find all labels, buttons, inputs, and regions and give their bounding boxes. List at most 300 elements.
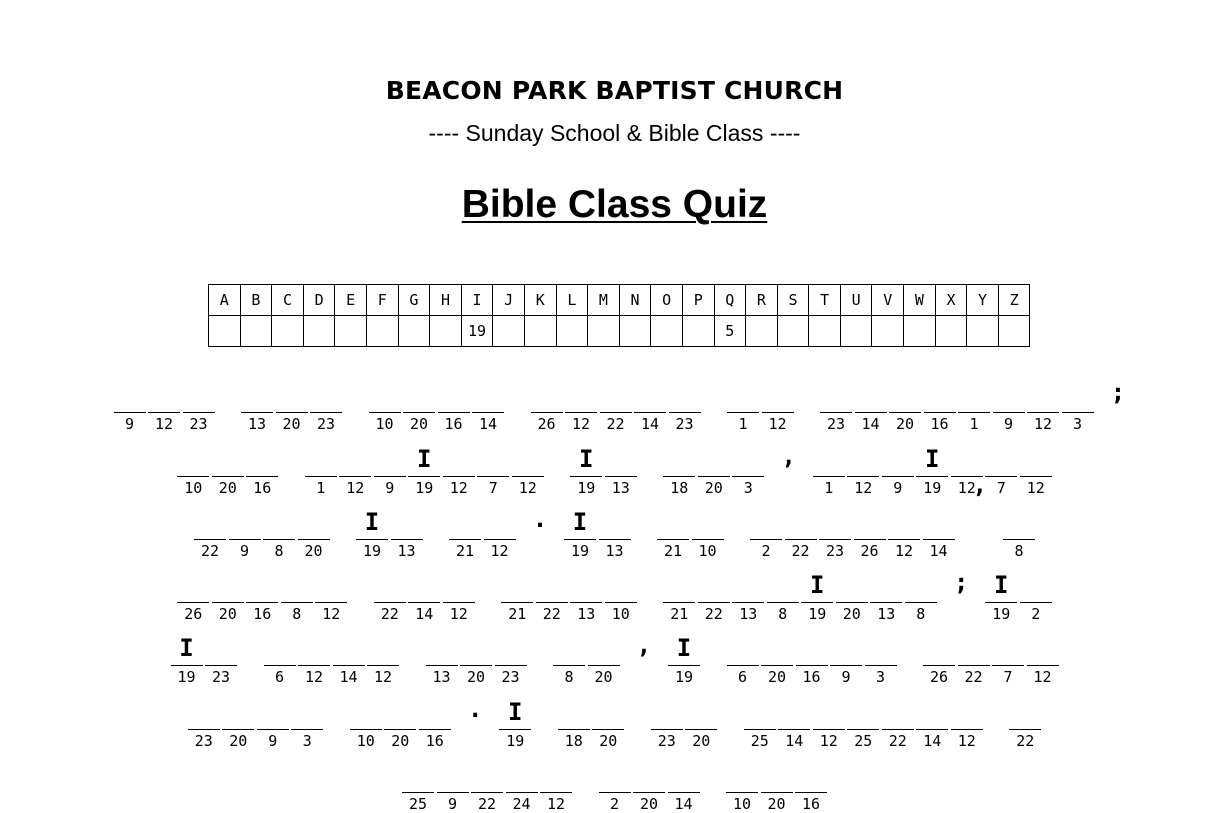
letter-blank[interactable] [732,568,764,603]
letter-blank[interactable] [698,442,730,477]
letter-cell [800,568,835,622]
key-number-b[interactable] [240,316,272,347]
letter-blank[interactable] [795,758,827,793]
letter-cell [564,378,599,432]
letter-cell [846,695,881,749]
puzzle-word [667,631,702,685]
letter-blank[interactable] [305,442,337,477]
cipher-number: 10 [732,795,752,813]
letter-cell [863,631,898,685]
letter-cell [511,442,546,496]
letter-blank[interactable] [471,758,503,793]
letter-blank[interactable] [847,442,879,477]
letter-blank[interactable] [257,695,289,730]
key-numbers-row [209,316,1030,347]
letter-blank[interactable] [1020,442,1052,477]
letter-blank[interactable] [605,442,637,477]
letter-cell [211,568,246,622]
letter-blank[interactable] [663,442,695,477]
letter-blank[interactable] [540,758,572,793]
letter-blank[interactable]: I [668,631,700,666]
key-number-s[interactable] [777,316,809,347]
key-letter-k: K [524,285,556,316]
key-number-l[interactable] [556,316,588,347]
key-letter-g: G [398,285,430,316]
letter-cell [846,442,881,496]
cipher-number: 16 [930,415,949,433]
cipher-number: 14 [923,732,942,750]
letter-blank[interactable] [923,631,955,666]
letter-blank[interactable] [553,631,585,666]
letter-blank[interactable] [460,631,492,666]
letter-blank[interactable] [668,758,700,793]
puzzle-word [922,631,1060,685]
letter-cell [402,378,437,432]
letter-blank[interactable] [298,505,330,540]
letter-blank[interactable] [744,695,776,730]
key-letter-w: W [904,285,936,316]
letter-blank[interactable] [443,568,475,603]
letter-cell [915,442,950,496]
cipher-key-table [208,284,1030,347]
letter-blank[interactable] [819,505,851,540]
puzzle-word [662,568,938,622]
cipher-number: 20 [767,795,786,813]
letter-blank[interactable] [1003,505,1035,540]
letter-cell [112,378,147,432]
cipher-number: 20 [409,415,429,433]
cipher-number: 20 [895,415,915,433]
letter-cell [349,695,384,749]
letter-blank[interactable] [333,631,365,666]
letter-blank[interactable] [651,695,683,730]
letter-blank[interactable] [669,378,701,413]
letter-blank[interactable]: I [801,568,833,603]
letter-cell [221,695,256,749]
letter-blank[interactable] [403,378,435,413]
letter-blank[interactable] [449,505,481,540]
letter-blank[interactable] [958,378,990,413]
cipher-number: 12 [449,605,468,623]
letter-cell [794,758,829,812]
letter-cell [731,568,766,622]
letter-blank[interactable] [310,378,342,413]
letter-blank[interactable] [222,695,254,730]
letter-cell [984,442,1019,496]
letter-blank[interactable] [114,378,146,413]
letter-cell [471,378,506,432]
cipher-number: 21 [670,605,689,623]
letter-blank[interactable]: I [916,442,948,477]
cipher-number: 16 [253,479,272,497]
letter-blank[interactable] [367,631,399,666]
letter-blank[interactable] [599,758,631,793]
puzzle-word [355,505,424,559]
letter-cell [666,758,701,812]
letter-blank[interactable] [205,631,237,666]
key-number-n[interactable] [619,316,651,347]
cipher-number: 12 [1033,668,1052,686]
cipher-number: 9 [447,795,458,813]
key-number-g[interactable] [398,316,430,347]
key-letter-c: C [272,285,304,316]
letter-blank[interactable] [778,695,810,730]
letter-blank[interactable]: I [985,568,1017,603]
letter-blank[interactable] [374,568,406,603]
cipher-number: 26 [184,605,203,623]
letter-blank[interactable] [847,695,879,730]
letter-blank[interactable] [188,695,220,730]
letter-blank[interactable] [477,442,509,477]
letter-blank[interactable] [437,758,469,793]
key-number-v[interactable] [872,316,904,347]
cipher-number: 10 [698,542,717,560]
letter-blank[interactable] [212,442,244,477]
letter-cell [498,695,533,749]
letter-blank[interactable] [229,505,261,540]
letter-blank[interactable] [148,378,180,413]
cipher-number: 19 [415,479,434,497]
cipher-number: 9 [124,415,135,433]
letter-blank[interactable] [985,442,1017,477]
letter-blank[interactable] [727,378,759,413]
key-number-e[interactable] [335,316,367,347]
letter-blank[interactable] [605,568,637,603]
letter-blank[interactable] [501,568,533,603]
letter-blank[interactable] [177,568,209,603]
letter-cell [921,505,956,559]
letter-blank[interactable] [870,568,902,603]
puzzle-word [304,442,546,496]
key-number-w[interactable] [904,316,936,347]
letter-blank[interactable] [438,378,470,413]
cipher-number: 20 [594,668,613,686]
key-number-u[interactable] [840,316,872,347]
cipher-number: 1 [738,415,748,433]
cipher-number: 16 [444,415,463,433]
letter-blank[interactable] [241,378,273,413]
cipher-number: 23 [194,732,213,750]
letter-blank[interactable]: I [564,505,596,540]
letter-blank[interactable] [813,695,845,730]
puzzle-line [0,625,1229,685]
letter-cell [760,378,795,432]
cipher-number: 14 [674,795,693,813]
letter-blank[interactable] [369,378,401,413]
letter-blank[interactable] [1027,378,1059,413]
letter-cell [684,695,719,749]
letter-cell [569,568,604,622]
punctuation: ’ [971,485,987,513]
cipher-number: 13 [577,605,596,623]
letter-cell [598,378,633,432]
cipher-number: 22 [606,415,625,433]
letter-blank[interactable] [992,631,1024,666]
letter-cell [389,505,424,559]
key-number-m[interactable] [588,316,620,347]
letter-blank[interactable] [291,695,323,730]
key-letter-l: L [556,285,588,316]
letter-cell [280,568,315,622]
letter-blank[interactable] [761,631,793,666]
letter-blank[interactable] [750,505,782,540]
letter-blank[interactable] [732,442,764,477]
cipher-number: 9 [841,668,851,686]
cipher-number: 18 [670,479,689,497]
letter-blank[interactable] [865,631,897,666]
cipher-number: 21 [663,542,683,560]
letter-blank[interactable] [426,631,458,666]
quiz-title-text: Bible Class Quiz [461,183,768,226]
letter-blank[interactable] [339,442,371,477]
puzzle-word [812,442,1054,496]
letter-blank[interactable] [588,631,620,666]
letter-cell [633,378,668,432]
key-letter-b: B [240,285,272,316]
letter-blank[interactable] [924,378,956,413]
letter-blank[interactable] [391,505,423,540]
letter-cell [476,442,511,496]
letter-blank[interactable] [506,758,538,793]
cipher-number: 20 [282,415,301,433]
key-number-c[interactable] [272,316,304,347]
cipher-number: 8 [292,605,302,623]
letter-blank[interactable] [854,505,886,540]
letter-blank[interactable] [600,378,632,413]
letter-blank[interactable] [888,505,920,540]
key-number-j[interactable] [493,316,525,347]
letter-blank[interactable] [634,378,666,413]
letter-blank[interactable] [820,378,852,413]
letter-cell [950,695,985,749]
letter-cell [383,695,418,749]
letter-blank[interactable] [495,631,527,666]
letter-blank[interactable] [951,442,983,477]
cipher-number: 8 [564,668,574,686]
puzzle-word [597,758,701,812]
key-number-q[interactable]: 5 [714,316,746,347]
letter-blank[interactable] [889,378,921,413]
letter-blank[interactable] [836,568,868,603]
letter-blank[interactable] [813,442,845,477]
letter-cell [725,758,760,812]
punctuation: . [468,695,483,723]
letter-blank[interactable] [727,631,759,666]
letter-cell [667,631,702,685]
quiz-title [0,183,1229,227]
puzzle-word [725,631,898,685]
letter-cell [309,378,344,432]
letter-blank[interactable] [905,568,937,603]
letter-blank[interactable] [264,631,296,666]
cipher-number: 9 [893,479,903,497]
letter-blank[interactable]: I [570,442,602,477]
cipher-number: 26 [860,542,879,560]
letter-blank[interactable] [443,442,475,477]
key-number-d[interactable] [303,316,335,347]
letter-blank[interactable] [830,631,862,666]
letter-cell [535,568,570,622]
letter-blank[interactable] [796,631,828,666]
letter-blank[interactable] [882,695,914,730]
letter-blank[interactable] [726,758,758,793]
letter-blank[interactable] [212,568,244,603]
cipher-number: 13 [611,479,630,497]
key-letter-q: Q [714,285,746,316]
letter-blank[interactable] [472,378,504,413]
letter-blank[interactable] [350,695,382,730]
key-letter-y: Y [967,285,999,316]
letter-blank[interactable] [276,378,308,413]
cipher-number: 22 [964,668,983,686]
key-number-x[interactable] [935,316,967,347]
cipher-number: 12 [819,732,838,750]
letter-blank[interactable] [958,631,990,666]
letter-blank[interactable] [592,695,624,730]
letter-blank[interactable] [281,568,313,603]
letter-blank[interactable]: I [408,442,440,477]
letter-cell [922,378,957,432]
key-number-h[interactable] [430,316,462,347]
key-number-a[interactable] [209,316,241,347]
letter-blank[interactable] [761,758,793,793]
letter-blank[interactable] [785,505,817,540]
letter-blank[interactable] [512,442,544,477]
key-number-y[interactable] [967,316,999,347]
cipher-number: 22 [704,605,723,623]
key-number-t[interactable] [809,316,841,347]
letter-blank[interactable] [177,442,209,477]
letter-blank[interactable] [882,442,914,477]
key-letter-v: V [872,285,904,316]
key-letter-n: N [619,285,651,316]
letter-blank[interactable]: I [356,505,388,540]
cipher-number: 14 [415,605,434,623]
cipher-number: 22 [542,605,561,623]
letter-blank[interactable] [419,695,451,730]
letter-blank[interactable] [633,758,665,793]
letter-blank[interactable] [923,505,955,540]
cipher-number: 16 [802,668,821,686]
key-number-r[interactable] [746,316,778,347]
letter-blank[interactable] [194,505,226,540]
key-letter-x: X [935,285,967,316]
letter-cell [984,568,1019,622]
letter-blank[interactable] [685,695,717,730]
key-letter-r: R [746,285,778,316]
letter-blank[interactable] [1009,695,1041,730]
letter-blank[interactable] [183,378,215,413]
cipher-number: 22 [380,605,399,623]
letter-cell [604,442,639,496]
key-letter-o: O [651,285,683,316]
letter-cell [442,442,477,496]
letter-blank[interactable] [599,505,631,540]
letter-blank[interactable]: I [171,631,203,666]
letter-cell [991,378,1026,432]
letter-blank[interactable] [315,568,347,603]
letter-blank[interactable]: I [499,695,531,730]
letter-cell [504,758,539,812]
key-letter-z: Z [998,285,1030,316]
letter-cell [470,758,505,812]
key-number-p[interactable] [682,316,714,347]
letter-blank[interactable] [298,631,330,666]
letter-blank[interactable] [263,505,295,540]
cipher-number: 14 [785,732,804,750]
punctuation: , [781,442,796,470]
key-number-i[interactable]: 19 [461,316,493,347]
letter-blank[interactable] [657,505,689,540]
letter-cell [204,631,239,685]
letter-cell [256,695,291,749]
letter-blank[interactable] [1027,631,1059,666]
letter-blank[interactable] [246,442,278,477]
letter-blank[interactable] [565,378,597,413]
letter-cell [367,378,402,432]
cipher-number: 13 [432,668,451,686]
letter-cell [650,695,685,749]
letter-cell [1002,505,1037,559]
key-number-f[interactable] [366,316,398,347]
letter-blank[interactable] [916,695,948,730]
cipher-number: 10 [375,415,394,433]
puzzle-line [0,689,1229,749]
letter-blank[interactable] [531,378,563,413]
letter-blank[interactable] [246,568,278,603]
letter-cell [355,505,390,559]
key-number-o[interactable] [651,316,683,347]
cipher-number: 3 [1072,415,1083,433]
cipher-number: 12 [546,795,566,813]
letter-blank[interactable] [993,378,1025,413]
cipher-number: 8 [916,605,926,623]
letter-blank[interactable] [951,695,983,730]
letter-blank[interactable] [855,378,887,413]
letter-blank[interactable] [558,695,590,730]
letter-cell [690,505,725,559]
cipher-number: 23 [825,542,845,560]
cipher-number: 3 [302,732,312,750]
key-number-k[interactable] [524,316,556,347]
letter-blank[interactable] [1062,378,1094,413]
key-letter-m: M [588,285,620,316]
letter-blank[interactable] [698,568,730,603]
cipher-number: 12 [957,732,976,750]
letter-cell [586,631,621,685]
letter-blank[interactable] [762,378,794,413]
letter-blank[interactable] [374,442,406,477]
letter-blank[interactable] [663,568,695,603]
letter-cell [743,695,778,749]
letter-blank[interactable] [402,758,434,793]
letter-blank[interactable] [536,568,568,603]
letter-cell [296,505,331,559]
cipher-number: 19 [570,542,590,560]
letter-blank[interactable] [408,568,440,603]
letter-blank[interactable] [384,695,416,730]
key-letter-f: F [366,285,398,316]
cipher-number: 23 [501,668,520,686]
letter-blank[interactable] [1020,568,1052,603]
key-number-z[interactable] [998,316,1030,347]
letter-blank[interactable] [767,568,799,603]
cipher-number: 12 [322,605,341,623]
letter-blank[interactable] [692,505,724,540]
letter-blank[interactable] [484,505,516,540]
letter-cell [604,568,639,622]
letter-blank[interactable] [570,568,602,603]
